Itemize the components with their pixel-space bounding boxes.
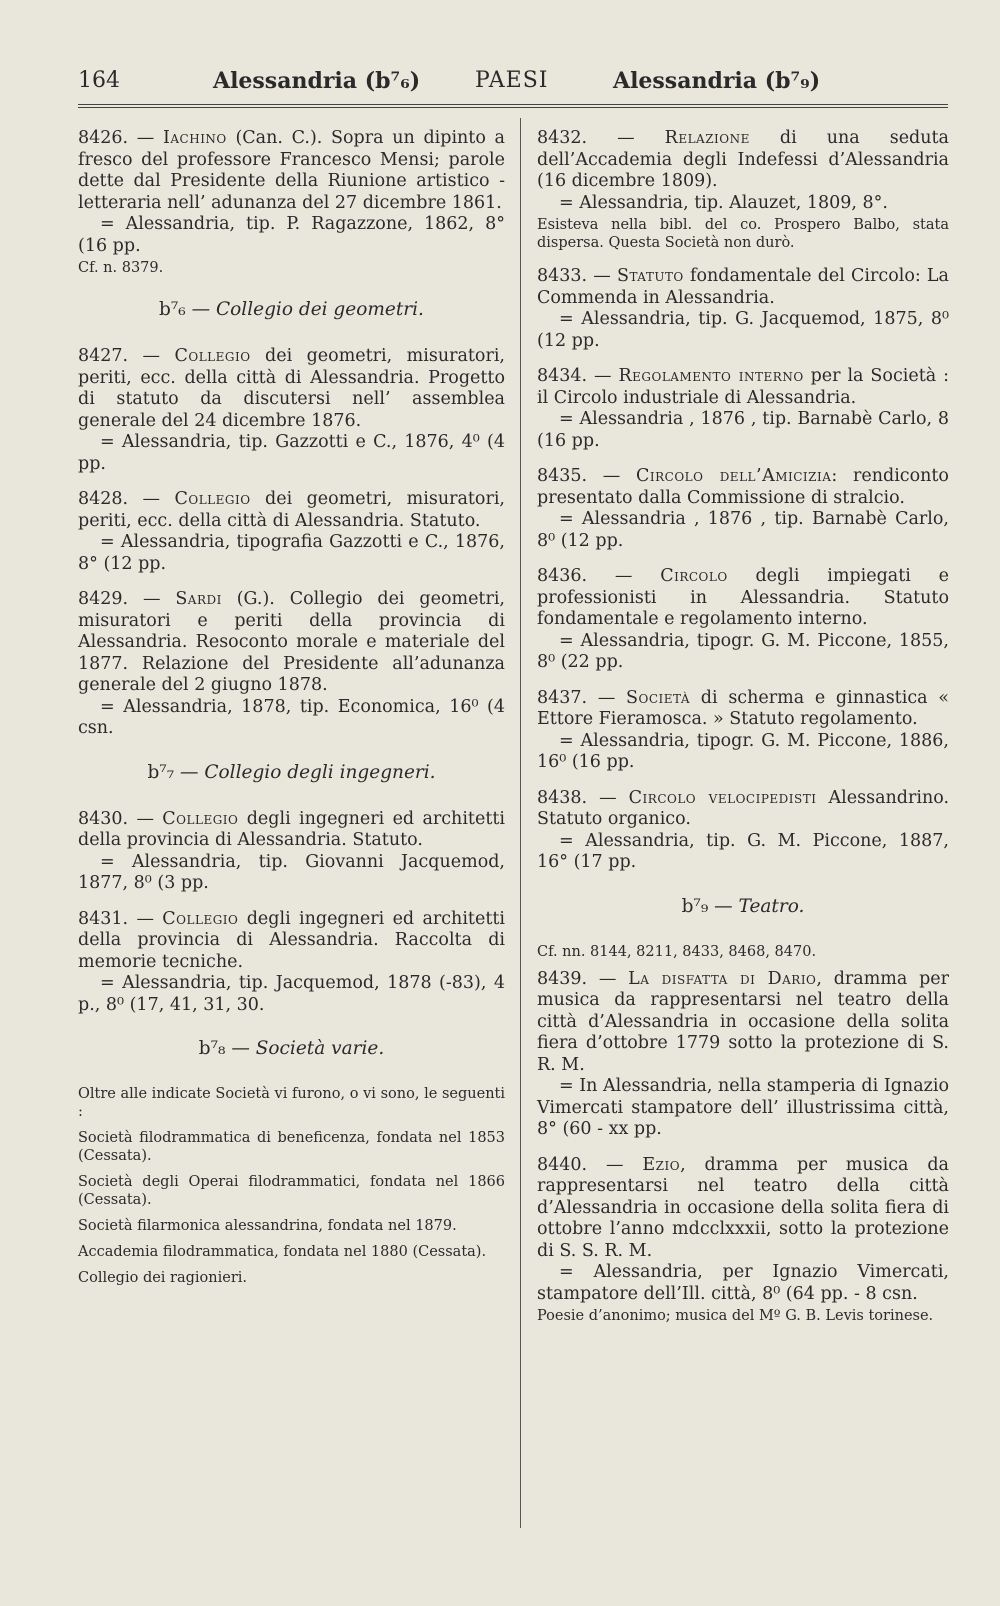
- entry-8431: [78, 909, 505, 1017]
- cross-reference: Cf. nn. 8144, 8211, 8433, 8468, 8470.: [537, 943, 817, 960]
- entry-text: di scherma e ginnastica « Ettore Fieramosca. » Statuto regolamento.: [537, 687, 949, 729]
- entry-author: Statuto: [616, 266, 684, 286]
- entry-imprint: = Alessandria, per Ignazio Vimercati, stampatore dell’Ill. città, 8⁰ (64 pp. - 8 csn.: [537, 1262, 949, 1304]
- entry-8439: [537, 969, 949, 1141]
- entry-number: 8438. —: [537, 787, 629, 808]
- entry-number: 8440. —: [537, 1154, 643, 1175]
- entry-author: Circolo velocipedisti: [628, 787, 817, 808]
- section-heading-b78: [78, 1038, 505, 1059]
- entry-number: 8439. —: [537, 968, 629, 989]
- section-code: b⁷₈: [198, 1038, 226, 1059]
- section-title: — Collegio dei geometri.: [185, 299, 424, 320]
- entry-author: Circolo: [660, 566, 728, 586]
- entry-text: : rendiconto presentato dalla Commissione di stralcio.: [537, 466, 949, 508]
- entry-number: 8435. —: [537, 466, 636, 486]
- section-code: b⁷₆: [159, 299, 186, 320]
- societies-intro: Oltre alle indicate Società vi furono, o vi sono, le seguenti :: [78, 1086, 505, 1120]
- entry-text: dei geometri, misuratori, periti, ecc. della città di Alessandria. Progetto di statuto da discutersi nell’ assemblea generale del 24 dicembre 1876.: [78, 346, 505, 431]
- entry-text: degli ingegneri ed architetti della provincia di Alessandria. Statuto.: [78, 808, 505, 850]
- entry-8427: [78, 346, 505, 475]
- section-heading-b77: [78, 762, 505, 783]
- entry-note: Poesie d’anonimo; musica del Mº G. B. Levis torinese.: [537, 1308, 934, 1324]
- entry-number: 8437. —: [537, 687, 627, 708]
- running-title-right: Alessandria (b⁷₉): [613, 68, 821, 94]
- society-item: Società filarmonica alessandrina, fondata nel 1879.: [78, 1218, 457, 1234]
- page-number: 164: [78, 68, 120, 93]
- entry-author: Iachino: [162, 128, 227, 148]
- entry-8436: [537, 566, 949, 674]
- running-title-left: Alessandria (b⁷₆): [213, 68, 421, 94]
- section-title: — Collegio degli ingegneri.: [174, 761, 436, 783]
- entry-imprint: = Alessandria, tip. G. M. Piccone, 1887, 16° (17 pp.: [537, 830, 949, 872]
- entry-8433: [537, 266, 949, 352]
- entry-8434: [537, 366, 949, 452]
- section-title: — Società varie.: [225, 1038, 385, 1059]
- left-column: [78, 128, 505, 1295]
- header-rule-bottom: [78, 107, 948, 108]
- entry-number: 8428. —: [78, 489, 175, 509]
- society-item: Collegio dei ragionieri.: [78, 1270, 248, 1286]
- entry-text: per la Società : il Circolo industriale di Alessandria.: [537, 366, 949, 408]
- entry-number: 8434. —: [537, 366, 619, 386]
- section-code: b⁷₉: [681, 895, 709, 917]
- entry-imprint: = Alessandria, tipogr. G. M. Piccone, 1886, 16⁰ (16 pp.: [537, 730, 949, 772]
- entry-author: Sardi: [175, 589, 222, 609]
- entry-text: (G.). Collegio dei geometri, misuratori e periti della provincia di Alessandria. Resoconto morale e materiale del 1877. Relazione del Presidente all’adunanza generale del 2 giugno 1878.: [78, 589, 505, 695]
- society-item: Accademia filodrammatica, fondata nel 1880 (Cessata).: [78, 1244, 487, 1260]
- entry-text: degli ingegneri ed architetti della provincia di Alessandria. Raccolta di memorie tecniche.: [78, 908, 505, 972]
- entry-8437: [537, 688, 949, 774]
- running-title-center: PAESI: [475, 68, 549, 93]
- entry-note: Esisteva nella bibl. del co. Prospero Balbo, stata dispersa. Questa Società non durò.: [537, 217, 949, 251]
- entry-imprint: = Alessandria, tip. Giovanni Jacquemod, 1877, 8⁰ (3 pp.: [78, 851, 505, 893]
- entry-text: (Can. C.). Sopra un dipinto a fresco del professore Francesco Mensi; parole dette dal Presidente della Riunione artistico - letteraria nell’ adunanza del 27 dicembre 1861.: [78, 128, 505, 213]
- section-code: b⁷₇: [147, 761, 175, 783]
- entry-number: 8436. —: [537, 566, 661, 586]
- entry-text: di una seduta dell’Accademia degli Indefessi d’Alessandria (16 dicembre 1809).: [537, 128, 949, 191]
- entry-author: Collegio: [162, 908, 239, 929]
- section-heading-b76: [78, 299, 505, 320]
- entry-imprint: = Alessandria, tip. Jacquemod, 1878 (-83), 4 p., 8⁰ (17, 41, 31, 30.: [78, 973, 505, 1015]
- section-title: — Teatro.: [708, 895, 805, 917]
- page-header: [78, 62, 948, 102]
- entry-imprint: = Alessandria, tip. G. Jacquemod, 1875, 8⁰ (12 pp.: [537, 309, 949, 351]
- society-item: Società degli Operai filodrammatici, fondata nel 1866 (Cessata).: [78, 1174, 505, 1208]
- entry-author: Società: [626, 687, 691, 708]
- entry-number: 8426. —: [78, 128, 163, 148]
- entry-8438: [537, 788, 949, 874]
- header-rule-top: [78, 104, 948, 105]
- entry-author: La disfatta di Dario: [628, 968, 817, 989]
- column-divider: [520, 118, 521, 1528]
- entry-number: 8433. —: [537, 266, 617, 286]
- entry-8429: [78, 589, 505, 740]
- entry-imprint: = Alessandria, tipografia Gazzotti e C., 1876, 8° (12 pp.: [78, 532, 505, 574]
- entry-author: Circolo dell’Amicizia: [636, 466, 832, 486]
- entry-8440: [537, 1155, 949, 1326]
- entry-text: , dramma per musica da rappresentarsi nel teatro della città d’Alessandria in occasione della solita fiera d’ottobre 1779 sotto la protezione di S. R. M.: [537, 968, 949, 1075]
- entry-imprint: = Alessandria, tipogr. G. M. Piccone, 1855, 8⁰ (22 pp.: [537, 630, 949, 672]
- entry-number: 8429. —: [78, 589, 176, 609]
- entry-note: Cf. n. 8379.: [78, 260, 164, 276]
- entry-number: 8430. —: [78, 808, 163, 829]
- entry-number: 8427. —: [78, 346, 175, 366]
- entry-imprint: = Alessandria , 1876 , tip. Barnabè Carlo, 8⁰ (12 pp.: [537, 509, 949, 551]
- entry-imprint: = Alessandria, tip. Alauzet, 1809, 8°.: [559, 192, 888, 213]
- entry-number: 8432. —: [537, 128, 665, 148]
- right-column: [537, 128, 949, 1339]
- entry-imprint: = Alessandria, tip. Gazzotti e C., 1876, 4⁰ (4 pp.: [78, 432, 505, 474]
- entry-8435: [537, 466, 949, 552]
- entry-8432: [537, 128, 949, 252]
- entry-author: Regolamento interno: [618, 366, 804, 386]
- entry-text: fondamentale del Circolo: La Commenda in Alessandria.: [537, 266, 949, 308]
- entry-text: Alessandrino. Statuto organico.: [537, 787, 950, 829]
- entry-author: Collegio: [174, 346, 251, 366]
- entry-8426: [78, 128, 505, 277]
- entry-imprint: = Alessandria , 1876 , tip. Barnabè Carlo, 8 (16 pp.: [537, 409, 949, 451]
- entry-imprint: = In Alessandria, nella stamperia di Ignazio Vimercati stampatore dell’ illustrissima città, 8° (60 - xx pp.: [537, 1076, 949, 1139]
- entry-text: , dramma per musica da rappresentarsi nel teatro della città d’Alessandria in occasione della solita fiera di ottobre l’anno mdcclxxxii, sotto la protezione di S. S. R. M.: [537, 1154, 949, 1261]
- entry-number: 8431. —: [78, 908, 163, 929]
- entry-text: degli impiegati e professionisti in Alessandria. Statuto fondamentale e regolamento interno.: [537, 566, 949, 629]
- society-item: Società filodrammatica di beneficenza, fondata nel 1853 (Cessata).: [78, 1130, 505, 1164]
- entry-8428: [78, 489, 505, 575]
- entry-author: Collegio: [174, 489, 251, 509]
- section-heading-b79: [537, 896, 949, 917]
- entry-imprint: = Alessandria, 1878, tip. Economica, 16⁰ (4 csn.: [78, 696, 505, 738]
- entry-author: Ezio: [642, 1154, 681, 1175]
- entry-8430: [78, 809, 505, 895]
- entry-author: Collegio: [162, 808, 239, 829]
- entry-author: Relazione: [664, 128, 750, 148]
- entry-text: dei geometri, misuratori, periti, ecc. della città di Alessandria. Statuto.: [78, 489, 505, 531]
- entry-imprint: = Alessandria, tip. P. Ragazzone, 1862, 8° (16 pp.: [78, 214, 505, 256]
